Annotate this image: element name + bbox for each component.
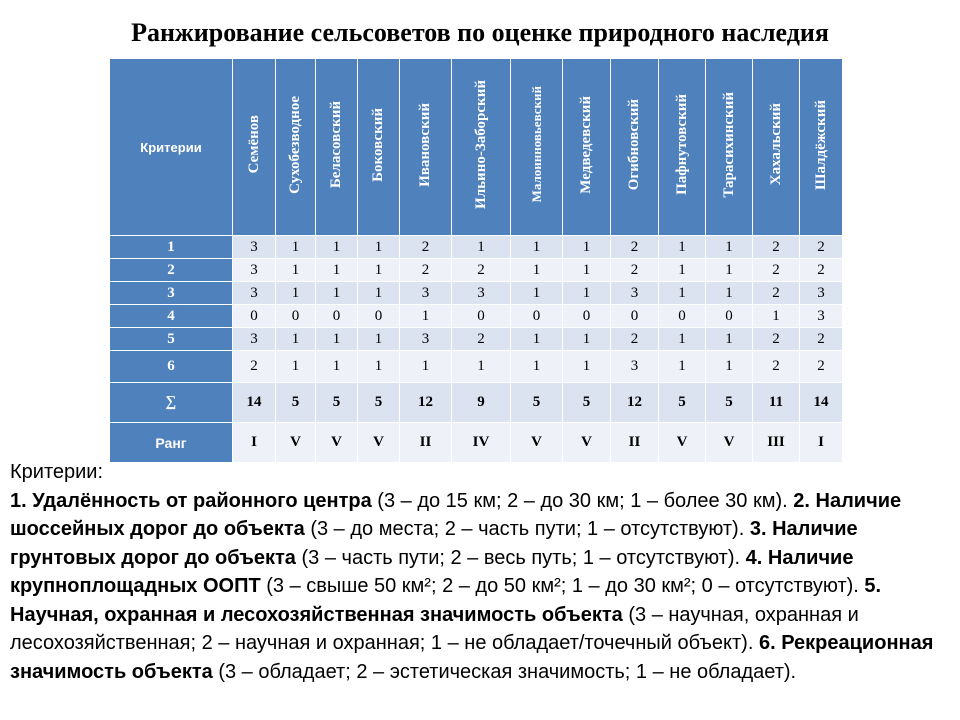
table-cell: III bbox=[753, 423, 800, 463]
table-cell: 1 bbox=[452, 236, 511, 259]
table-cell: 1 bbox=[316, 351, 358, 383]
table-cell: 2 bbox=[753, 259, 800, 282]
column-header-label: Боковский bbox=[370, 107, 386, 182]
table-cell: 0 bbox=[659, 305, 706, 328]
table-cell: 2 bbox=[753, 282, 800, 305]
table-cell: 1 bbox=[706, 282, 753, 305]
row-label: 6 bbox=[110, 351, 233, 383]
row-label: ∑ bbox=[110, 383, 233, 423]
table-row bbox=[110, 259, 843, 282]
column-header-label: Семёнов bbox=[245, 115, 262, 174]
table-row bbox=[110, 236, 843, 259]
column-header bbox=[511, 59, 563, 236]
table-cell: 0 bbox=[611, 305, 659, 328]
table-cell: II bbox=[611, 423, 659, 463]
table-cell: 3 bbox=[233, 328, 276, 351]
table-cell: 0 bbox=[233, 305, 276, 328]
table-cell: 1 bbox=[400, 351, 452, 383]
criteria-header: Критерии bbox=[110, 59, 233, 236]
table-cell: 1 bbox=[706, 351, 753, 383]
column-header bbox=[753, 59, 800, 236]
table-cell: 1 bbox=[316, 282, 358, 305]
column-header-label: Хахальский bbox=[767, 103, 784, 186]
table-cell: I bbox=[233, 423, 276, 463]
table-cell: 1 bbox=[563, 282, 611, 305]
criterion-title-text: Рекреационная значимость объекта bbox=[10, 632, 934, 683]
table-cell: 1 bbox=[706, 259, 753, 282]
column-header-label: Медведевский bbox=[578, 95, 594, 194]
table-cell: 3 bbox=[400, 282, 452, 305]
table-cell: 2 bbox=[611, 236, 659, 259]
criterion-title-text: Научная, охранная и лесохозяйственная значимость объекта bbox=[10, 603, 623, 626]
table-cell: 1 bbox=[276, 351, 316, 383]
table-cell: 5 bbox=[316, 383, 358, 423]
criterion-number: 6. bbox=[758, 632, 776, 654]
table-cell: 1 bbox=[316, 259, 358, 282]
table-cell: 2 bbox=[800, 328, 843, 351]
table-cell: 5 bbox=[511, 383, 563, 423]
table-cell: 1 bbox=[563, 328, 611, 351]
table-cell: V bbox=[659, 423, 706, 463]
table-cell: 1 bbox=[358, 282, 400, 305]
table-cell: 5 bbox=[276, 383, 316, 423]
table-cell: 5 bbox=[358, 383, 400, 423]
column-header-label: Беласовский bbox=[328, 100, 344, 189]
criterion-title bbox=[10, 490, 372, 512]
table-cell: 5 bbox=[659, 383, 706, 423]
table-cell: 1 bbox=[659, 282, 706, 305]
criterion-number: 1. bbox=[10, 489, 27, 512]
table-cell: 3 bbox=[611, 282, 659, 305]
table-cell: 1 bbox=[659, 328, 706, 351]
table-cell: 0 bbox=[706, 305, 753, 328]
table-cell: 2 bbox=[452, 259, 511, 282]
table-cell: 1 bbox=[316, 328, 358, 351]
table-cell: 2 bbox=[233, 351, 276, 383]
table-cell: 1 bbox=[753, 305, 800, 328]
table-cell: V bbox=[358, 423, 400, 463]
table-cell: 1 bbox=[358, 259, 400, 282]
table-cell: 1 bbox=[511, 259, 563, 282]
table-cell: 3 bbox=[233, 236, 276, 259]
table-cell: 1 bbox=[276, 259, 316, 282]
table-cell: 1 bbox=[358, 351, 400, 383]
criterion-description: (3 – часть пути; 2 – весь путь; 1 – отсутствуют). bbox=[301, 546, 741, 569]
table-cell: 0 bbox=[276, 305, 316, 328]
table-cell: 2 bbox=[753, 328, 800, 351]
table-cell: 1 bbox=[563, 236, 611, 259]
column-header-label: Сухобезводное bbox=[287, 95, 303, 194]
table-cell: IV bbox=[452, 423, 511, 463]
column-header-label: Огибновский bbox=[626, 98, 642, 191]
criterion-description: (3 – научная, охранная и лесохозяйственная; 2 – научная и охранная; 1 – не обладает/точечный объект). bbox=[10, 603, 859, 654]
column-header-label: Тарасихинский bbox=[720, 91, 737, 198]
row-label: 4 bbox=[110, 305, 233, 328]
criterion-description: (3 – свыше 50 км²; 2 – до 50 км²; 1 – до 30 км²; 0 – отсутствуют). bbox=[266, 575, 859, 597]
table-cell: 1 bbox=[276, 282, 316, 305]
table-cell: 14 bbox=[233, 383, 276, 423]
column-header bbox=[400, 59, 452, 236]
table-cell: 12 bbox=[611, 383, 659, 423]
table-cell: 2 bbox=[753, 236, 800, 259]
column-header bbox=[611, 59, 659, 236]
notes-body bbox=[10, 487, 945, 687]
table-row bbox=[110, 351, 843, 383]
table-cell: 2 bbox=[400, 236, 452, 259]
table-cell: 1 bbox=[511, 328, 563, 351]
table-row bbox=[110, 328, 843, 351]
table-header-row bbox=[110, 59, 843, 236]
table-cell: II bbox=[400, 423, 452, 463]
criterion-number: 4. bbox=[745, 546, 763, 569]
table-cell: 0 bbox=[358, 305, 400, 328]
table-cell: 1 bbox=[659, 351, 706, 383]
column-header bbox=[563, 59, 611, 236]
table-cell: 1 bbox=[706, 236, 753, 259]
column-header-label: Ивановский bbox=[417, 102, 433, 187]
table-cell: 1 bbox=[706, 328, 753, 351]
table-cell: V bbox=[706, 423, 753, 463]
row-label: Ранг bbox=[110, 423, 233, 463]
table-cell: 12 bbox=[400, 383, 452, 423]
criterion-title-text: Наличие шоссейных дорог до объекта bbox=[10, 489, 902, 540]
table-cell: 1 bbox=[511, 351, 563, 383]
column-header-label: Малоинновьевский bbox=[528, 86, 544, 203]
column-header bbox=[358, 59, 400, 236]
column-header bbox=[316, 59, 358, 236]
table-cell: 0 bbox=[563, 305, 611, 328]
table-cell: 1 bbox=[659, 236, 706, 259]
table-row bbox=[110, 305, 843, 328]
table-cell: 1 bbox=[358, 328, 400, 351]
column-header-label: Шалдёжский bbox=[812, 99, 829, 190]
row-label: 2 bbox=[110, 259, 233, 282]
table-cell: 1 bbox=[400, 305, 452, 328]
table-cell: 14 bbox=[800, 383, 843, 423]
table-cell: 0 bbox=[316, 305, 358, 328]
table-cell: 3 bbox=[611, 351, 659, 383]
criterion-number: 2. bbox=[793, 489, 810, 512]
table-cell: 0 bbox=[511, 305, 563, 328]
table-cell: 2 bbox=[452, 328, 511, 351]
criterion-number: 3. bbox=[749, 518, 767, 540]
table-cell: 11 bbox=[753, 383, 800, 423]
table-cell: 3 bbox=[800, 282, 843, 305]
table-cell: 2 bbox=[800, 236, 843, 259]
column-header-label: Пафнутовский bbox=[673, 94, 690, 195]
row-label: 5 bbox=[110, 328, 233, 351]
table-cell: V bbox=[316, 423, 358, 463]
table-cell: 3 bbox=[800, 305, 843, 328]
table-cell: 1 bbox=[452, 351, 511, 383]
table-cell: 0 bbox=[452, 305, 511, 328]
table-cell: 3 bbox=[233, 282, 276, 305]
table-cell: 9 bbox=[452, 383, 511, 423]
criterion-title-text: Наличие грунтовых дорог до объекта bbox=[10, 518, 858, 569]
criterion-title-text: Наличие крупноплощадных ООПТ bbox=[10, 546, 854, 597]
table-cell: 2 bbox=[611, 328, 659, 351]
table-row bbox=[110, 383, 843, 423]
column-header bbox=[659, 59, 706, 236]
column-header bbox=[800, 59, 843, 236]
column-header bbox=[452, 59, 511, 236]
column-header bbox=[233, 59, 276, 236]
table-cell: 1 bbox=[316, 236, 358, 259]
table-cell: 5 bbox=[706, 383, 753, 423]
criterion-number: 5. bbox=[864, 575, 882, 597]
ranking-table bbox=[109, 58, 843, 463]
table-cell: 1 bbox=[563, 351, 611, 383]
table-cell: 2 bbox=[753, 351, 800, 383]
table-cell: 2 bbox=[611, 259, 659, 282]
row-label: 3 bbox=[110, 282, 233, 305]
notes-heading: Критерии: bbox=[10, 461, 104, 483]
table-row bbox=[110, 282, 843, 305]
table-cell: 1 bbox=[563, 259, 611, 282]
page-title: Ранжирование сельсоветов по оценке природного наследия bbox=[131, 18, 829, 47]
table-cell: 2 bbox=[400, 259, 452, 282]
column-header-label: Ильино-Заборский bbox=[472, 80, 489, 209]
criteria-notes bbox=[10, 458, 945, 686]
row-label: 1 bbox=[110, 236, 233, 259]
column-header bbox=[706, 59, 753, 236]
table-cell: 3 bbox=[400, 328, 452, 351]
table-cell: 1 bbox=[511, 282, 563, 305]
table-cell: 5 bbox=[563, 383, 611, 423]
table-cell: V bbox=[276, 423, 316, 463]
table-cell: 3 bbox=[233, 259, 276, 282]
table-cell: 3 bbox=[452, 282, 511, 305]
criterion-description: (3 – до места; 2 – часть пути; 1 – отсутствуют). bbox=[310, 518, 745, 540]
table-cell: 1 bbox=[511, 236, 563, 259]
table-row bbox=[110, 423, 843, 463]
table-cell: 1 bbox=[276, 236, 316, 259]
table-cell: 2 bbox=[800, 259, 843, 282]
criterion-title-text: Удалённость от районного центра bbox=[32, 489, 372, 512]
table-cell: 2 bbox=[800, 351, 843, 383]
table-cell: V bbox=[511, 423, 563, 463]
table-cell: 1 bbox=[358, 236, 400, 259]
table-cell: I bbox=[800, 423, 843, 463]
criterion-description: (3 – обладает; 2 – эстетическая значимость; 1 – не обладает). bbox=[218, 660, 797, 683]
table-cell: V bbox=[563, 423, 611, 463]
table-cell: 1 bbox=[276, 328, 316, 351]
column-header bbox=[276, 59, 316, 236]
table-cell: 1 bbox=[659, 259, 706, 282]
criterion-description: (3 – до 15 км; 2 – до 30 км; 1 – более 30 км). bbox=[377, 489, 788, 512]
